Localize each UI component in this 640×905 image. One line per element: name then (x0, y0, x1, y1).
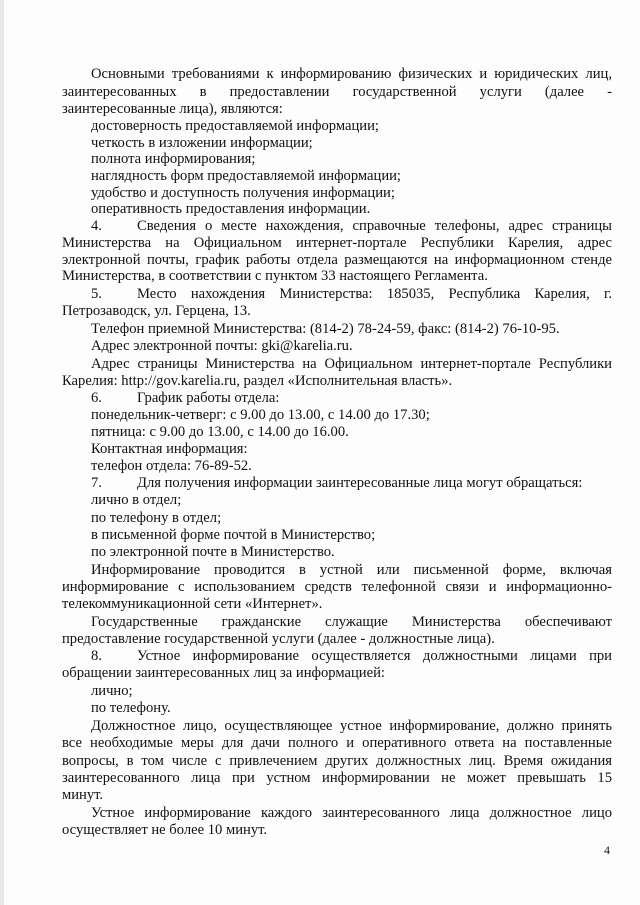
text-line: лично; (91, 683, 133, 699)
text-line: понедельник-четверг: с 9.00 до 13.00, с 14.00 до 17.30; (91, 407, 430, 423)
item-number: 8. (91, 648, 102, 664)
text-line: Контактная информация: (91, 441, 248, 457)
text-line: Министерства, в соответствии с пунктом 33 настоящего Регламента. (62, 268, 488, 284)
text-line: Для получения информации заинтересованные лица могут обращаться: (137, 475, 583, 491)
text-line: Информирование проводится в устной или письменной форме, включая (91, 562, 612, 578)
text-line: Устное информирование каждого заинтересованного лица должностное лицо (91, 805, 612, 821)
text-line: оперативность предоставления информации. (91, 201, 371, 217)
text-line: по телефону в отдел; (91, 510, 222, 526)
text-line: телефон отдела: 76-89-52. (91, 458, 252, 474)
text-line: четкость в изложении информации; (91, 135, 313, 151)
text-line: все необходимые меры для дачи полного и оперативного ответа на поставленные (62, 735, 612, 751)
text-line: Основными требованиями к информированию физических и юридических лиц, (91, 66, 612, 82)
text-line: достоверность предоставляемой информации; (91, 118, 379, 134)
text-line: Карелия: http://gov.karelia.ru, раздел «Исполнительная власть». (62, 373, 453, 389)
text-line: заинтересованных в предоставлении государственной услуги (далее - (62, 84, 612, 100)
text-line: Место нахождения Министерства: 185035, Республика Карелия, г. (137, 286, 612, 302)
text-line: полнота информирования; (91, 151, 256, 167)
text-line: Министерства на Официальном интернет-портале Республики Карелия, адрес (62, 235, 612, 251)
item-number: 6. (91, 390, 102, 406)
text-line: предоставление государственной услуги (далее - должностные лица). (62, 631, 495, 647)
text-line: в письменной форме почтой в Министерство; (91, 527, 376, 543)
page-number: 4 (604, 843, 610, 857)
text-line: Петрозаводск, ул. Герцена, 13. (62, 303, 251, 319)
text-line: заинтересованные лица), являются: (62, 101, 283, 117)
item-number: 4. (91, 218, 102, 234)
text-line: наглядность форм предоставляемой информации; (91, 168, 401, 184)
text-line: пятница: с 9.00 до 13.00, с 14.00 до 16.00. (91, 424, 349, 440)
text-line: по электронной почте в Министерство. (91, 544, 335, 560)
item-number: 5. (91, 286, 102, 302)
text-line: Должностное лицо, осуществляющее устное информирование, должно принять (91, 718, 612, 734)
text-line: лично в отдел; (91, 492, 182, 508)
text-line: График работы отдела: (137, 390, 280, 406)
text-line: вопросы, в том числе с привлечением других должностных лиц. Время ожидания (62, 753, 612, 769)
text-line: Адрес страницы Министерства на Официальном интернет-портале Республики (91, 356, 612, 372)
text-line: Телефон приемной Министерства: (814-2) 78-24-59, факс: (814-2) 76-10-95. (91, 321, 560, 337)
text-line: заинтересованного лица при устном информировании не может превышать 15 (62, 770, 612, 786)
text-line: по телефону. (91, 700, 171, 716)
text-line: Государственные гражданские служащие Министерства обеспечивают (91, 614, 612, 630)
text-line: удобство и доступность получения информации; (91, 185, 395, 201)
text-line: Адрес электронной почты: gki@karelia.ru. (91, 338, 353, 354)
text-line: минут. (62, 787, 104, 803)
item-number: 7. (91, 475, 102, 491)
text-line: Сведения о месте нахождения, справочные телефоны, адрес страницы (137, 218, 612, 234)
text-line: обращении заинтересованных лиц за информацией: (62, 665, 385, 681)
text-line: осуществляет не более 10 минут. (62, 822, 268, 838)
scan-edge (0, 0, 4, 905)
text-line: информирование с использованием средств телефонной связи и информационно- (62, 579, 612, 595)
text-line: телекоммуникационной сети «Интернет». (62, 596, 323, 612)
text-line: электронной почты, график работы отдела размещаются на информационном стенде (62, 252, 612, 268)
text-line: Устное информирование осуществляется должностными лицами при (137, 648, 612, 664)
